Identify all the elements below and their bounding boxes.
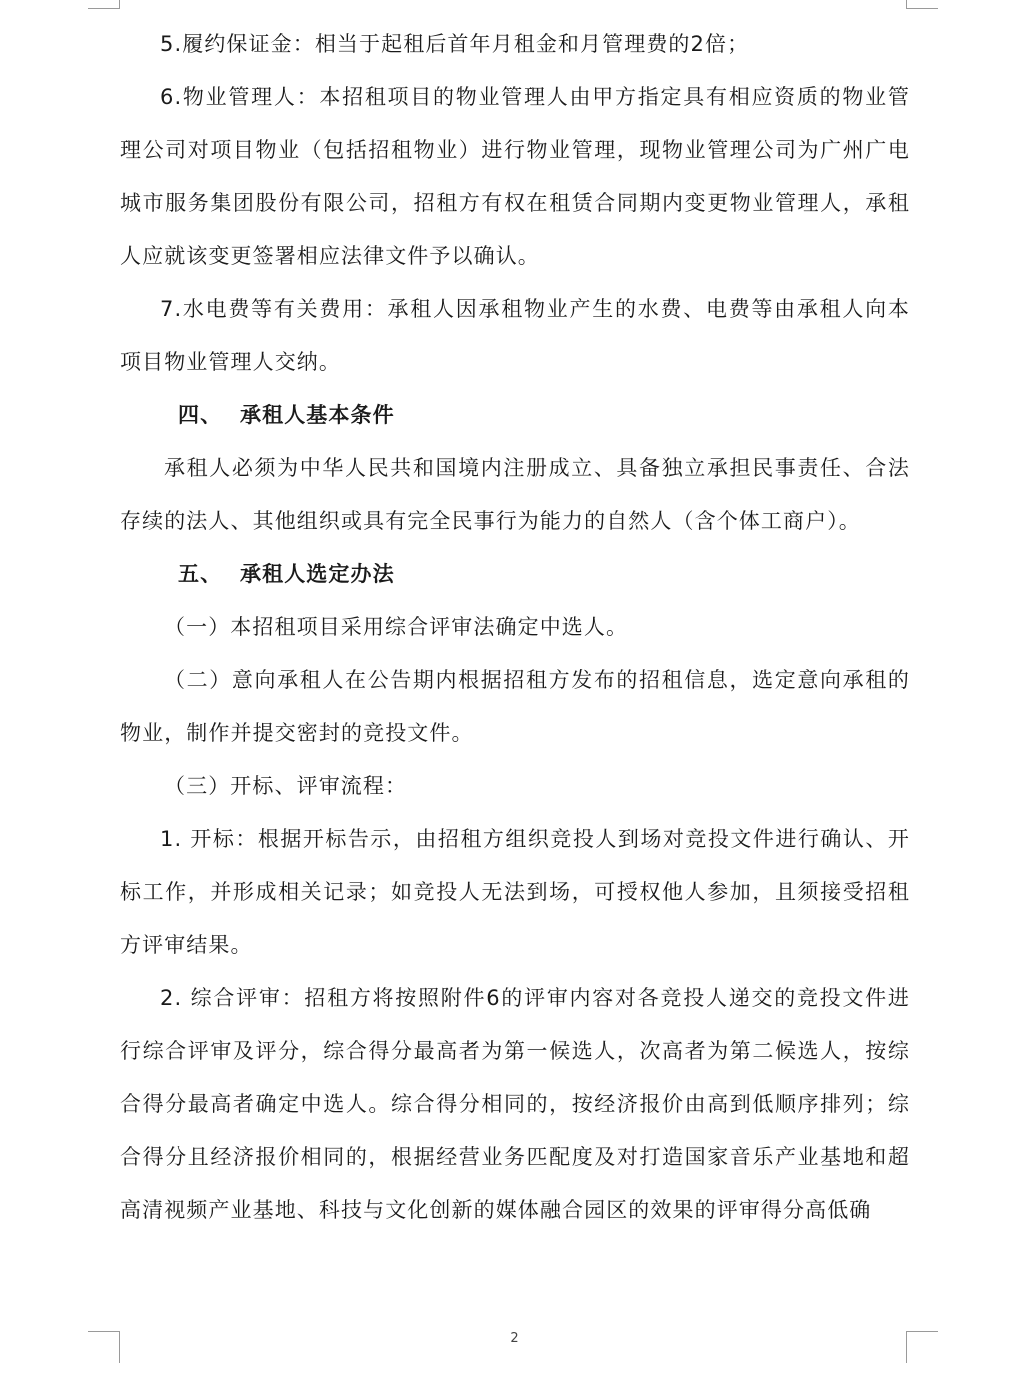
paragraph-utility-fees: 7.水电费等有关费用：承租人因承租物业产生的水费、电费等由承租人向本项目物业管理人交纳。 xyxy=(120,297,910,374)
page-number: 2 xyxy=(510,1331,519,1346)
crop-mark-top-left-v xyxy=(119,0,120,8)
paragraph-basic-conditions: 承租人必须为中华人民共和国境内注册成立、具备独立承担民事责任、合法存续的法人、其他组织或具有完全民事行为能力的自然人（含个体工商户）。 xyxy=(120,456,910,533)
paragraph-opening: 1. 开标：根据开标告示，由招租方组织竞投人到场对竞投文件进行确认、开标工作，并形成相关记录；如竞投人无法到场，可授权他人参加，且须接受招租方评审结果。 xyxy=(120,827,910,957)
crop-mark-top-right-v xyxy=(906,0,907,8)
document-body xyxy=(120,18,910,1237)
paragraph-item-3: （三）开标、评审流程： xyxy=(164,774,408,798)
section-heading-5-title: 承租人选定办法 xyxy=(240,562,395,586)
section-heading-5-number: 五、 xyxy=(178,562,223,586)
paragraph-item-2: （二）意向承租人在公告期内根据招租方发布的招租信息，选定意向承租的物业，制作并提交密封的竞投文件。 xyxy=(120,668,910,745)
paragraph-evaluation: 2. 综合评审：招租方将按照附件6的评审内容对各竞投人递交的竞投文件进行综合评审及评分，综合得分最高者为第一候选人，次高者为第二候选人，按综合得分最高者确定中选人。综合得分相同的，按经济报价由高到低顺序排列；综合得分且经济报价相同的，根据经营业务匹配度及对打造国家音乐产业基地和超高清视频产业基地、科技与文化创新的媒体融合园区的效果的评审得分高低确 xyxy=(120,986,910,1222)
crop-mark-top-right-h xyxy=(906,8,938,9)
crop-mark-top-left-h xyxy=(88,8,120,9)
section-heading-4-title: 承租人基本条件 xyxy=(240,403,395,427)
section-heading-4 xyxy=(120,389,910,442)
paragraph-deposit: 5.履约保证金：相当于起租后首年月租金和月管理费的2倍； xyxy=(160,32,750,56)
paragraph-property-manager: 6.物业管理人：本招租项目的物业管理人由甲方指定具有相应资质的物业管理公司对项目物业（包括招租物业）进行物业管理，现物业管理公司为广州广电城市服务集团股份有限公司，招租方有权在租赁合同期内变更物业管理人，承租人应就该变更签署相应法律文件予以确认。 xyxy=(120,85,910,268)
paragraph-item-1: （一）本招租项目采用综合评审法确定中选人。 xyxy=(164,615,629,639)
section-heading-5 xyxy=(120,548,910,601)
section-heading-4-number: 四、 xyxy=(178,403,223,427)
